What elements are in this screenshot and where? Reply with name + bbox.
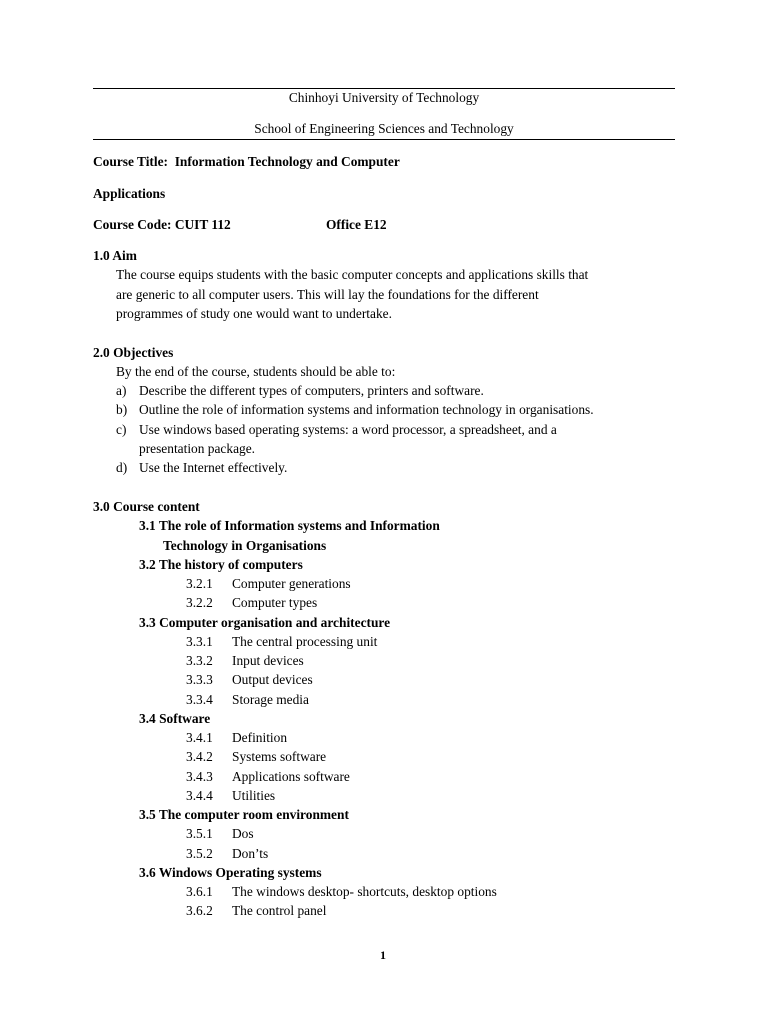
aim-line: The course equips students with the basic computer concepts and applications skills that: [116, 267, 589, 282]
subsection-number: 3.5.1: [186, 826, 213, 841]
subsection-number: 3.4.2: [186, 749, 213, 764]
subsection-number: 3.4.3: [186, 769, 213, 784]
university-name: Chinhoyi University of Technology: [288, 90, 480, 105]
header-top-rule: [93, 88, 675, 89]
subsection-number: 3.6.1: [186, 884, 213, 899]
subsection-text: Computer generations: [232, 576, 351, 591]
subsection-item: [186, 749, 326, 765]
objective-text: Outline the role of information systems and information technology in organisations.: [139, 402, 594, 417]
objective-text: Use the Internet effectively.: [139, 460, 288, 475]
section-heading: 3.5 The computer room environment: [139, 807, 349, 822]
course-title: [93, 154, 400, 170]
subsection-item: [186, 846, 268, 862]
aim-heading: 1.0 Aim: [93, 248, 137, 263]
subsection-text: Input devices: [232, 653, 304, 668]
objective-marker: d): [116, 460, 128, 475]
subsection-item: [186, 769, 350, 785]
subsection-number: 3.5.2: [186, 846, 213, 861]
subsection-number: 3.2.2: [186, 595, 213, 610]
objective-marker: c): [116, 422, 127, 437]
subsection-text: The central processing unit: [232, 634, 378, 649]
subsection-number: 3.3.3: [186, 672, 213, 687]
aim-line: programmes of study one would want to undertake.: [116, 306, 392, 321]
subsection-item: [186, 653, 304, 669]
subsection-number: 3.4.1: [186, 730, 213, 745]
aim-line: are generic to all computer users. This will lay the foundations for the different: [116, 287, 539, 302]
subsection-text: The control panel: [232, 903, 327, 918]
subsection-text: Computer types: [232, 595, 318, 610]
subsection-number: 3.4.4: [186, 788, 213, 803]
subsection-item: [186, 788, 275, 804]
subsection-text: Output devices: [232, 672, 313, 687]
course-code: Course Code: CUIT 112: [93, 217, 231, 232]
objectives-intro: By the end of the course, students should be able to:: [116, 364, 396, 379]
subsection-item: [186, 826, 254, 842]
section-heading: 3.6 Windows Operating systems: [139, 865, 322, 880]
subsection-text: The windows desktop- shortcuts, desktop options: [232, 884, 497, 899]
objective-text: Describe the different types of computers, printers and software.: [139, 383, 484, 398]
objective-item: [116, 402, 594, 418]
subsection-text: Dos: [232, 826, 254, 841]
subsection-number: 3.3.4: [186, 692, 213, 707]
subsection-text: Applications software: [232, 769, 350, 784]
subsection-item: [186, 730, 287, 746]
subsection-item: [186, 692, 309, 708]
section-heading: 3.4 Software: [139, 711, 211, 726]
subsection-item: [186, 595, 317, 611]
subsection-number: 3.2.1: [186, 576, 213, 591]
section-heading: 3.3 Computer organisation and architecture: [139, 615, 391, 630]
section-heading: 3.2 The history of computers: [139, 557, 303, 572]
subsection-item: [186, 634, 377, 650]
objective-continuation: presentation package.: [139, 441, 255, 456]
objective-marker: a): [116, 383, 127, 398]
subsection-number: 3.6.2: [186, 903, 213, 918]
subsection-number: 3.3.1: [186, 634, 213, 649]
section-heading-continued: Technology in Organisations: [163, 538, 327, 553]
office: Office E12: [326, 217, 387, 232]
subsection-text: Systems software: [232, 749, 327, 764]
content-heading: 3.0 Course content: [93, 499, 200, 514]
subsection-text: Don’ts: [232, 846, 269, 861]
subsection-number: 3.3.2: [186, 653, 213, 668]
section-heading: 3.1 The role of Information systems and Information: [139, 518, 440, 533]
subsection-item: [186, 576, 351, 592]
objective-item: [116, 383, 484, 399]
course-title-label: Course Title:: [93, 154, 169, 169]
objectives-heading: 2.0 Objectives: [93, 345, 174, 360]
objective-item: [116, 460, 287, 476]
subsection-text: Storage media: [232, 692, 309, 707]
page-number: 1: [380, 948, 386, 962]
header-bottom-rule: [93, 139, 675, 140]
objective-item: [116, 422, 557, 438]
subsection-item: [186, 903, 326, 919]
subsection-text: Definition: [232, 730, 288, 745]
objective-marker: b): [116, 402, 128, 417]
school-name: School of Engineering Sciences and Technology: [254, 121, 514, 136]
subsection-text: Utilities: [232, 788, 276, 803]
subsection-item: [186, 672, 313, 688]
subsection-item: [186, 884, 497, 900]
objective-text: Use windows based operating systems: a word processor, a spreadsheet, and a: [139, 422, 557, 437]
course-title-value: Information Technology and Computer: [174, 154, 400, 169]
course-title-continued: Applications: [93, 186, 166, 201]
